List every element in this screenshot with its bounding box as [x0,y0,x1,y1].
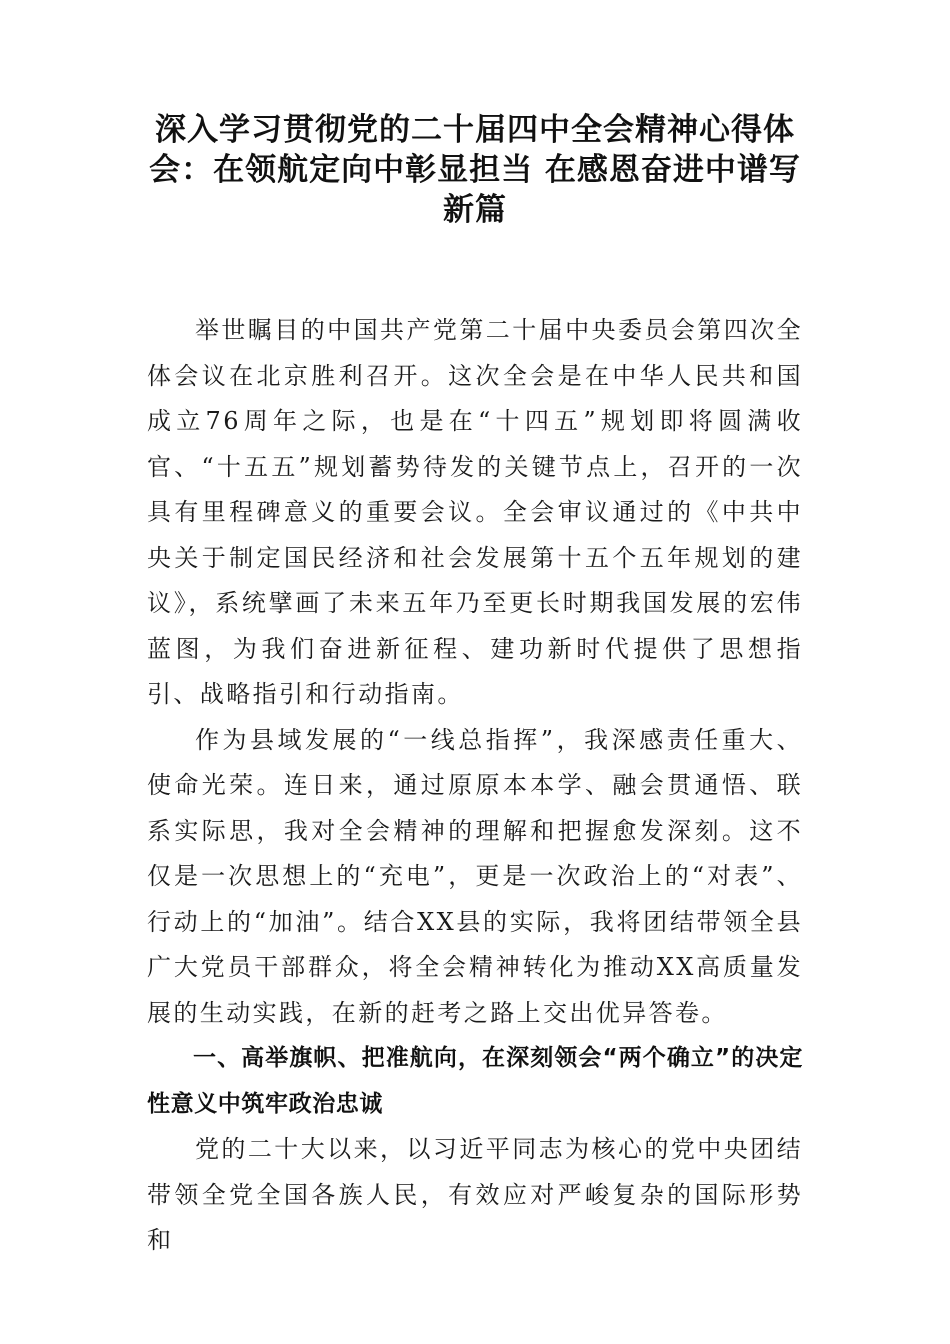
intro-paragraph-1: 举世瞩目的中国共产党第二十届中央委员会第四次全体会议在北京胜利召开。这次全会是在中华人民共和国成立76周年之际，也是在“十四五”规划即将圆满收官、“十五五”规划蓄势待发的关键节点上，召开的一次具有里程碑意义的重要会议。全会审议通过的《中共中央关于制定国民经济和社会发展第十五个五年规划的建议》，系统擘画了未来五年乃至更长时期我国发展的宏伟蓝图，为我们奋进新征程、建功新时代提供了思想指引、战略指引和行动指南。 [147,316,803,708]
section-1-paragraph: 党的二十大以来，以习近平同志为核心的党中央团结带领全党全国各族人民，有效应对严峻复杂的国际形势和 [147,1135,803,1254]
document-title: 深入学习贯彻党的二十届四中全会精神心得体会：在领航定向中彰显担当 在感恩奋进中谱写新篇 [149,112,801,228]
section-heading-1: 一、高举旗帜、把准航向，在深刻领会“两个确立”的决定性意义中筑牢政治忠诚 [147,1045,803,1117]
intro-paragraph-2: 作为县域发展的“一线总指挥”，我深感责任重大、使命光荣。连日来，通过原原本本学、融会贯通悟、联系实际思，我对全会精神的理解和把握愈发深刻。这不仅是一次思想上的“充电”，更是一次政治上的“对表”、行动上的“加油”。结合XX县的实际，我将团结带领全县广大党员干部群众，将全会精神转化为推动XX高质量发展的生动实践，在新的赶考之路上交出优异答卷。 [147,725,803,1027]
document-page [147,110,803,1264]
